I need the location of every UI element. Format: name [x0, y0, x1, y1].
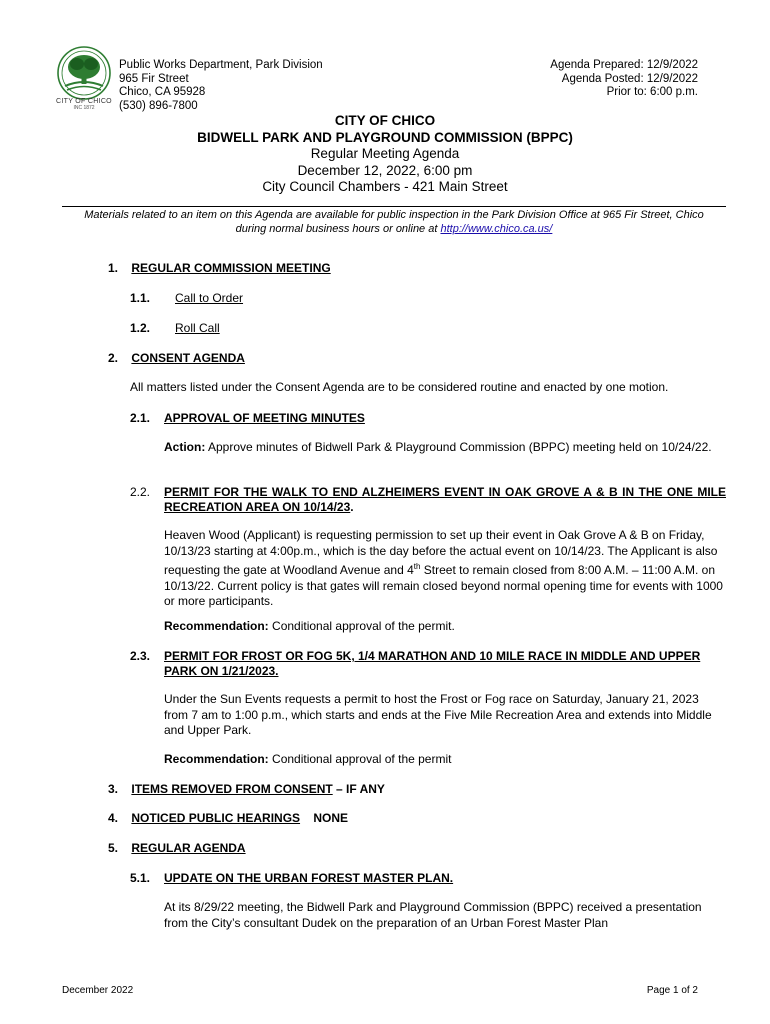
department-address [119, 59, 323, 113]
item-title-suffix: . [350, 500, 354, 514]
meeting-type: Regular Meeting Agenda [310, 146, 460, 161]
section-title: REGULAR COMMISSION MEETING [131, 261, 331, 275]
agenda-dates [550, 59, 698, 100]
page-number: Page 1 of 2 [646, 985, 698, 996]
section-number: 4. [108, 811, 119, 825]
materials-notice [62, 208, 726, 236]
item-title: Call to Order [175, 291, 244, 305]
agenda-prepared: Agenda Prepared: 12/9/2022 [550, 59, 698, 71]
address-line: (530) 896-7800 [119, 99, 198, 112]
commission-name: BIDWELL PARK AND PLAYGROUND COMMISSION (BPPC) [197, 129, 573, 145]
section-2 [108, 351, 245, 366]
address-line: Public Works Department, Park Division [119, 59, 323, 71]
footer-date: December 2022 [62, 985, 134, 996]
description-part-a: Heaven Wood (Applicant) is requesting permission to set up their event in Oak Grove A & B on Friday, 10/13/23 starting at 4:00p.m., which is the day before the actual event on 10/14/23. The Applicant is also requesting the gate at Woodland Avenue and 4 [164, 528, 718, 577]
city-name: CITY OF CHICO [334, 113, 436, 128]
item-5-1-description: At its 8/29/22 meeting, the Bidwell Park and Playground Commission (BPPC) received a presentation from the City’s consultant Dudek on the preparation of an Urban Forest Master Plan [164, 900, 702, 930]
section-number: 3. [108, 782, 119, 796]
item-2-2-recommendation [164, 619, 455, 635]
recommendation-label: Recommendation: [164, 619, 269, 633]
item-number: 1.2. [130, 321, 151, 335]
materials-line1: Materials related to an item on this Agenda are available for public inspection in the Park Division Office at 965 Fir Street, Chico [84, 209, 704, 221]
item-2-3-number: 2.3. [130, 649, 151, 663]
item-2-3-description: Under the Sun Events requests a permit to host the Frost or Fog race on Saturday, January 21, 2023 from 7 am to 1:00 p.m., which starts and ends at the Five Mile Recreation Area and extends into Middle and Upper Park. [164, 692, 712, 737]
meeting-location: City Council Chambers - 421 Main Street [262, 179, 508, 194]
section-suffix: NONE [313, 811, 349, 825]
meeting-date: December 12, 2022, 6:00 pm [297, 162, 473, 178]
consent-description: All matters listed under the Consent Agenda are to be considered routine and enacted by one motion. [130, 380, 669, 394]
action-label: Action: [164, 440, 206, 454]
section-number: 2. [108, 351, 119, 365]
agenda-prior-to: Prior to: 6:00 p.m. [606, 86, 698, 98]
recommendation-text: Conditional approval of the permit. [268, 619, 455, 633]
section-title: NOTICED PUBLIC HEARINGS [131, 811, 301, 825]
item-title: Roll Call [175, 321, 220, 335]
item-title: APPROVAL OF MEETING MINUTES [164, 411, 365, 425]
section-1 [108, 261, 331, 276]
item-2-3-recommendation [164, 752, 451, 768]
section-3 [108, 782, 385, 797]
agenda-posted: Agenda Posted: 12/9/2022 [561, 72, 698, 85]
header-divider [62, 206, 726, 207]
section-suffix: – IF ANY [332, 782, 385, 796]
item-2-2-number: 2.2. [130, 485, 151, 499]
agenda-title-block [0, 113, 770, 196]
item-2-2-description [164, 528, 726, 610]
materials-line2-text: during normal business hours or online at [235, 223, 441, 235]
section-title: CONSENT AGENDA [131, 351, 245, 365]
item-2-2-title [164, 485, 726, 515]
recommendation-label: Recommendation: [164, 752, 269, 766]
section-number: 5. [108, 841, 119, 855]
section-4 [108, 811, 348, 826]
item-2-1 [130, 411, 365, 426]
logo-subtext: INC 1872 [73, 105, 95, 111]
item-number: 5.1. [130, 871, 151, 885]
action-text: Approve minutes of Bidwell Park & Playground Commission (BPPC) meeting held on 10/24/22. [205, 440, 712, 454]
item-title: UPDATE ON THE URBAN FOREST MASTER PLAN. [164, 871, 454, 885]
item-1-1 [130, 291, 244, 306]
city-website-link[interactable]: http://www.chico.ca.us/ [440, 223, 553, 235]
section-number: 1. [108, 261, 119, 275]
item-number: 1.1. [130, 291, 151, 305]
logo-text: CITY OF CHICO [56, 98, 112, 105]
item-1-2 [130, 321, 220, 336]
item-2-3-title: PERMIT FOR FROST OR FOG 5K, 1/4 MARATHON AND 10 MILE RACE IN MIDDLE AND UPPER PARK ON 1/21/2023. [164, 649, 701, 678]
superscript: th [413, 562, 421, 571]
item-number: 2.1. [130, 411, 151, 425]
recommendation-text: Conditional approval of the permit [268, 752, 452, 766]
city-seal-logo [55, 42, 113, 112]
item-5-1 [130, 871, 454, 886]
description-part-b: Street to remain closed from 8:00 A.M. – 11:00 A.M. on 10/13/22. Current policy is that gates will remain closed beyond normal opening time for events with 1000 or more participants. [164, 563, 723, 608]
section-5 [108, 841, 246, 856]
item-title: PERMIT FOR THE WALK TO END ALZHEIMERS EVENT IN OAK GROVE A & B IN THE ONE MILE RECREATION AREA ON 10/14/23 [164, 485, 726, 514]
materials-line2 [62, 222, 726, 236]
section-title: REGULAR AGENDA [131, 841, 246, 855]
address-line: 965 Fir Street [119, 72, 189, 85]
item-2-1-action [164, 440, 726, 456]
section-title: ITEMS REMOVED FROM CONSENT [131, 782, 333, 796]
address-line: Chico, CA 95928 [119, 86, 206, 98]
